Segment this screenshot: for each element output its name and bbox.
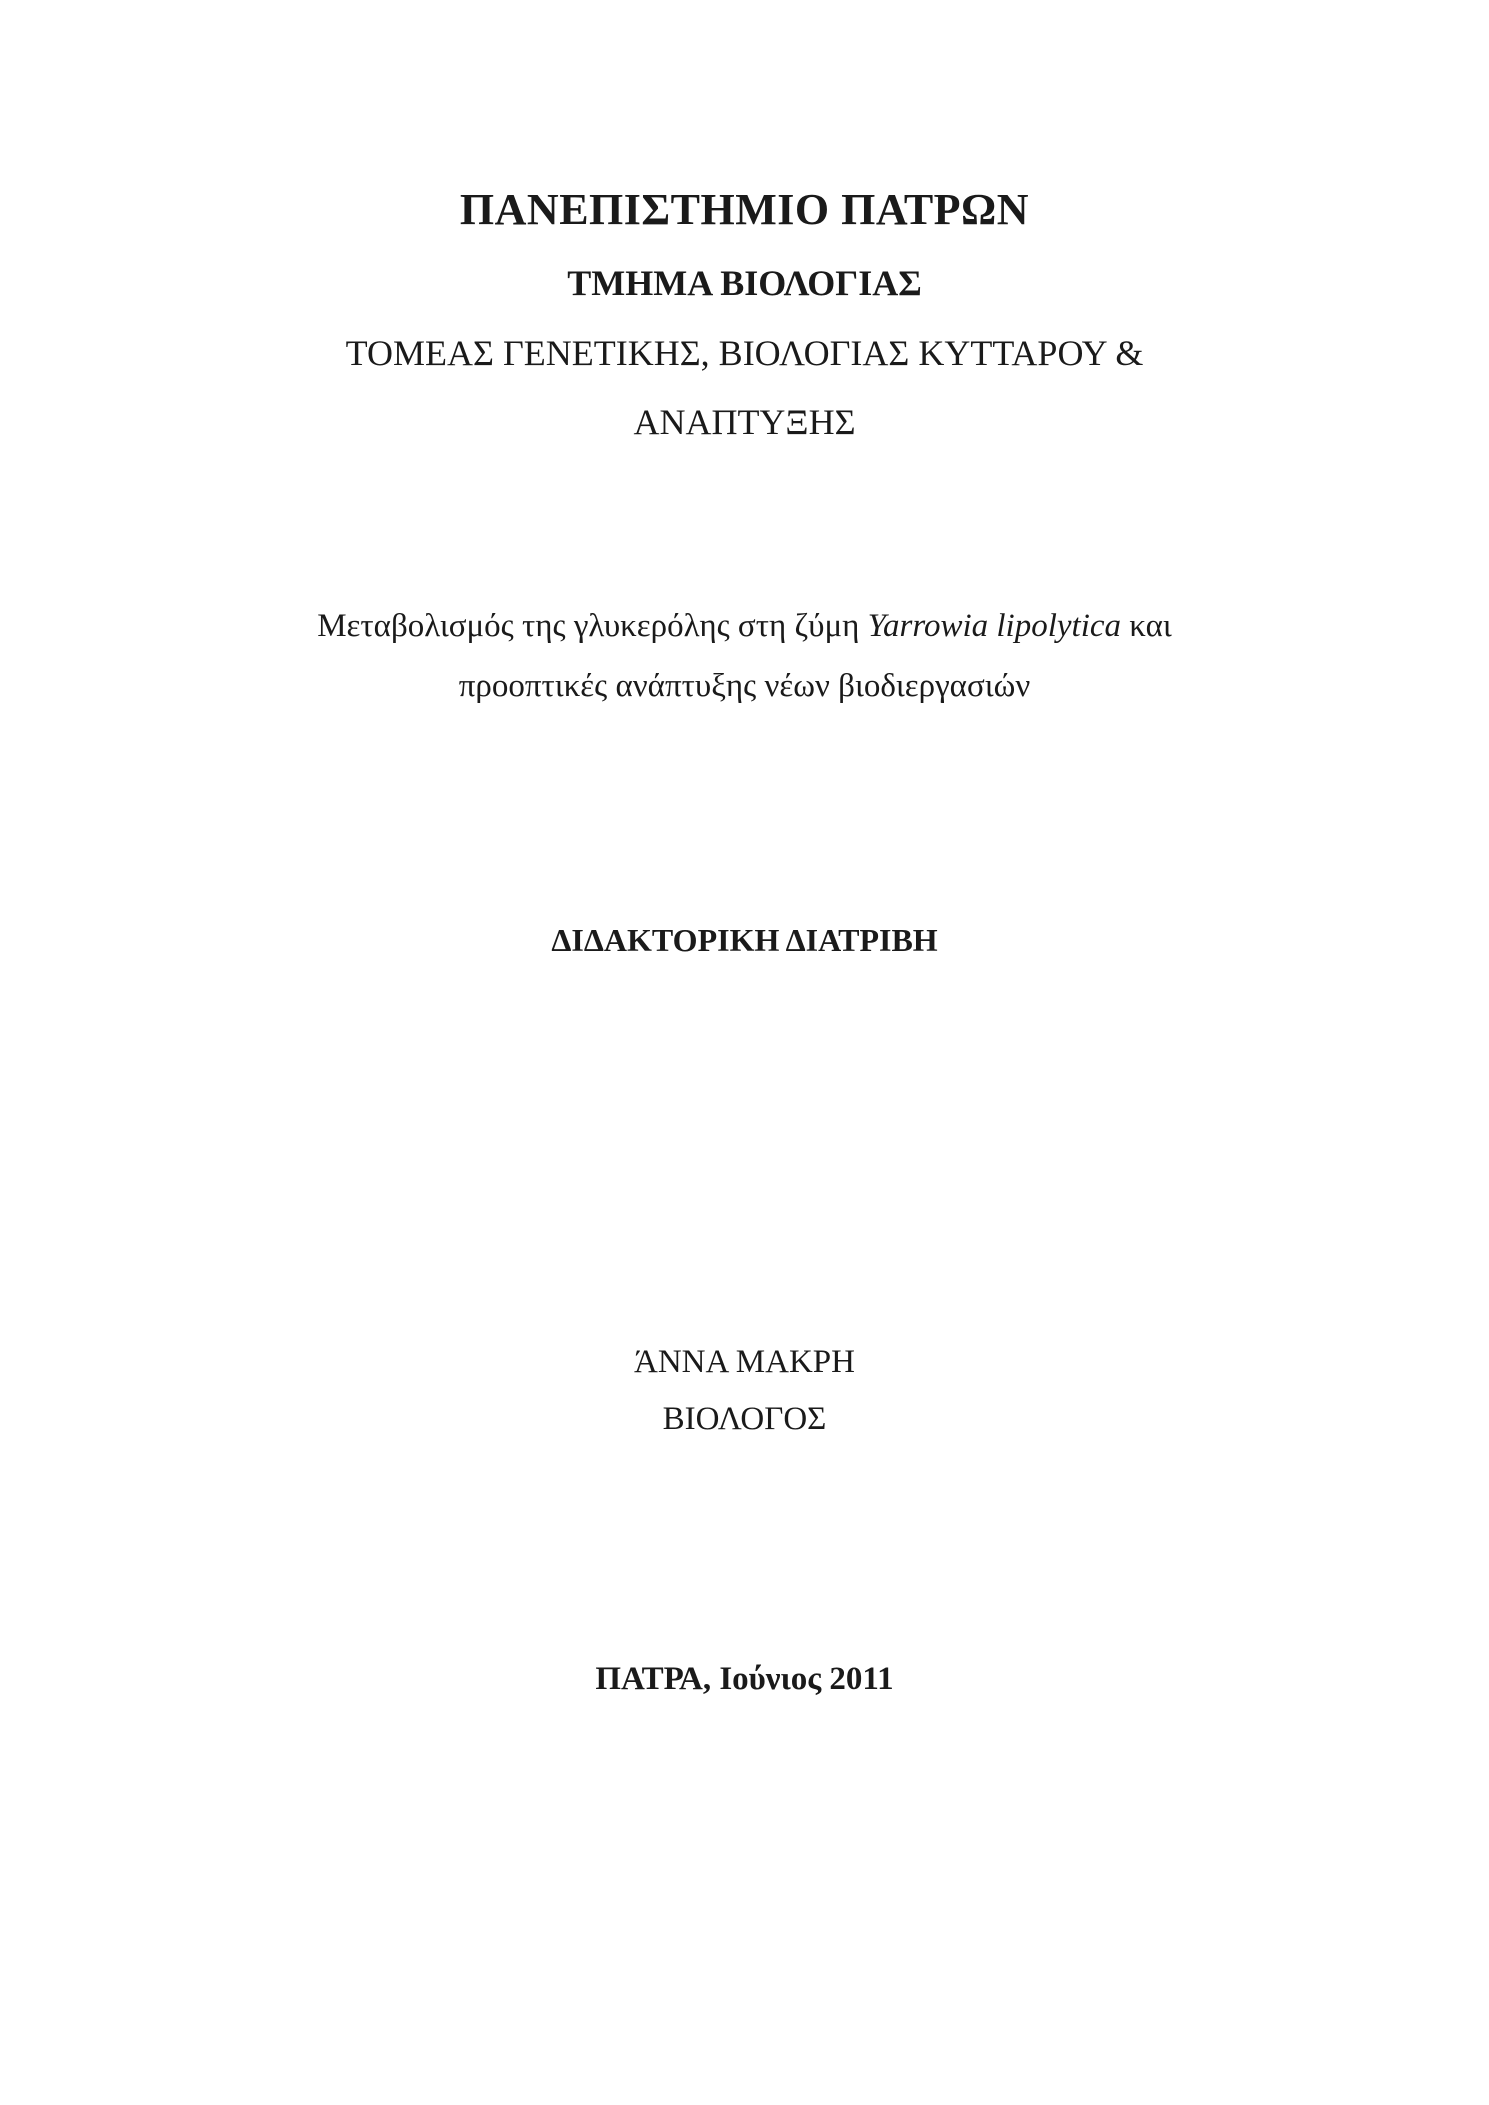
thesis-title-line-2: προοπτικές ανάπτυξης νέων βιοδιεργασιών (458, 668, 1031, 704)
author-name: ΆΝΝΑ ΜΑΚΡΗ (634, 1344, 855, 1380)
thesis-title-text-end: και (1121, 608, 1172, 644)
thesis-title-line-1 (0, 610, 1489, 643)
place-and-date: ΠΑΤΡΑ, Ιούνιος 2011 (595, 1661, 894, 1697)
sector-name-line-1: ΤΟΜΕΑΣ ΓΕΝΕΤΙΚΗΣ, ΒΙΟΛΟΓΙΑΣ ΚΥΤΤΑΡΟΥ & (345, 333, 1144, 373)
author-profession: ΒΙΟΛΟΓΟΣ (662, 1401, 827, 1437)
university-name: ΠΑΝΕΠΙΣΤΗΜΙΟ ΠΑΤΡΩΝ (459, 185, 1030, 234)
species-name: Yarrowia lipolytica (867, 608, 1122, 644)
thesis-title-text: Μεταβολισμός της γλυκερόλης στη ζύμη (317, 608, 868, 644)
document-type: ΔΙΔΑΚΤΟΡΙΚΗ ΔΙΑΤΡΙΒΗ (551, 922, 938, 958)
sector-name-line-2: ΑΝΑΠΤΥΞΗΣ (633, 402, 856, 442)
department-name: ΤΜΗΜΑ ΒΙΟΛΟΓΙΑΣ (567, 263, 922, 303)
